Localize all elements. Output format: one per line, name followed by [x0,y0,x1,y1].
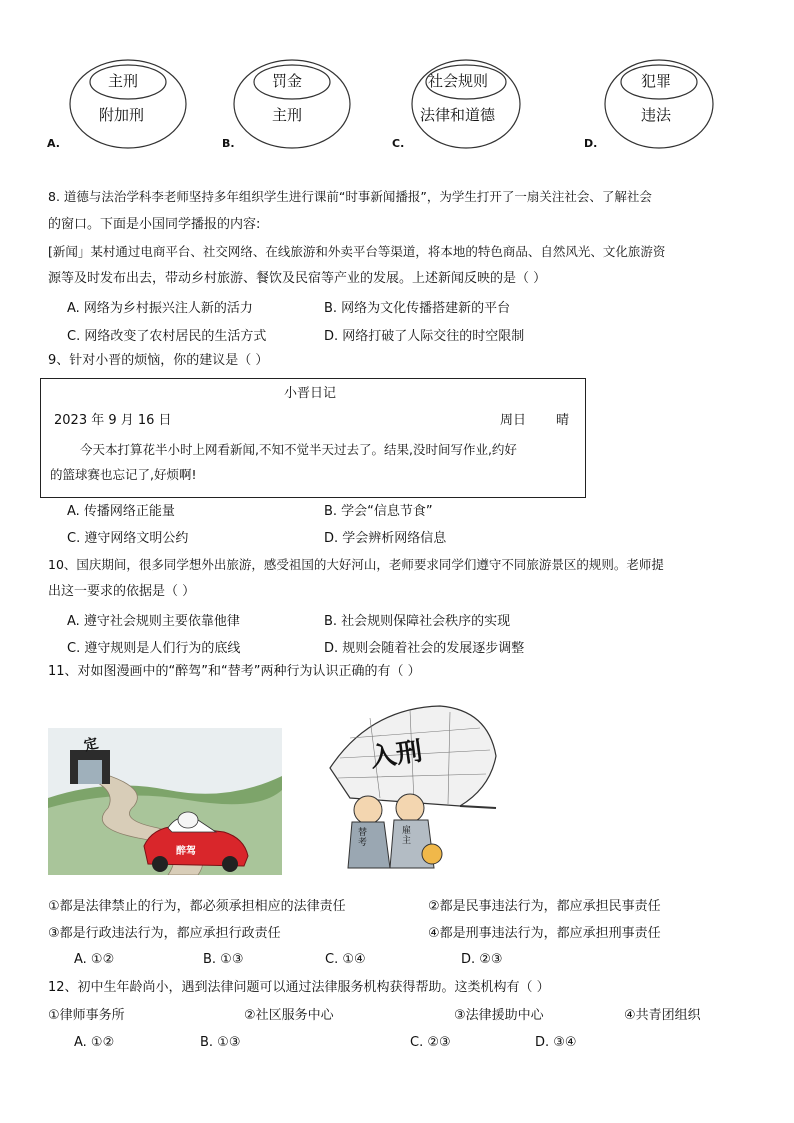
cartoon1-sign-text: 定 [82,735,100,755]
q8-option-a[interactable]: A. 网络为乡村振兴注人新的活力 [67,301,253,316]
q8-line1: 8. 道德与法治学科李老师坚持多年组织学生进行课前“时事新闻播报”，为学生打开了一扇关注社会、了解社会 [48,189,652,204]
q11-option-c[interactable]: C. ①④ [325,952,366,967]
q12-option-a[interactable]: A. ①② [74,1035,115,1050]
q8-option-b[interactable]: B. 网络为文化传播搭建新的平台 [324,301,511,316]
cartoon-drunk-driving-drawing [48,728,282,875]
q8-option-c[interactable]: C. 网络改变了农村居民的生活方式 [67,329,267,344]
q11-option-d[interactable]: D. ②③ [461,952,503,967]
q12-option-d[interactable]: D. ③④ [535,1035,577,1050]
diary-title: 小晋日记 [284,386,337,401]
cartoon1-car-text: 醉驾 [176,846,196,857]
q12-item-1: ①律师事务所 [48,1008,125,1023]
q9-option-d[interactable]: D. 学会辨析网络信息 [324,531,447,546]
q12-item-3: ③法律援助中心 [454,1008,544,1023]
venn-b-label: B. [222,137,235,150]
venn-c-inner: 社会规则 [428,72,489,90]
q12-option-c[interactable]: C. ②③ [410,1035,451,1050]
q10-option-d[interactable]: D. 规则会随着社会的发展逐步调整 [324,641,525,656]
q11-statement-3: ③都是行政违法行为，都应承担行政责任 [48,926,281,941]
q11-option-a[interactable]: A. ①② [74,952,115,967]
venn-d-label: D. [584,137,598,150]
q12-question: 12、初中生年龄尚小，遇到法律问题可以通过法律服务机构获得帮助。这类机构有（ ） [48,980,550,995]
q12-item-2: ②社区服务中心 [244,1008,334,1023]
q11-question: 11、对如图漫画中的“醉驾”和“替考”两种行为认识正确的有（ ） [48,664,421,679]
q8-line4: 源等及时发布出去，带动乡村旅游、餐饮及民宿等产业的发展。上述新闻反映的是（ ） [48,271,547,286]
diary-weekday: 周日 [500,413,527,428]
venn-a-outer: 附加刑 [99,106,145,124]
venn-a-label: A. [47,137,60,150]
q8-option-d[interactable]: D. 网络打破了人际交往的时空限制 [324,329,525,344]
cartoon2-person1-text: 替考 [358,828,368,848]
venn-c-outer: 法律和道德 [420,106,496,124]
venn-c-label: C. [392,137,405,150]
q9-option-b[interactable]: B. 学会“信息节食” [324,504,433,519]
q11-option-b[interactable]: B. ①③ [203,952,244,967]
cartoon-drunk-driving [48,728,282,875]
cartoon2-net-text: 入刑 [368,736,425,774]
q8-line2: 的窗口。下面是小国同学播报的内容: [48,217,261,232]
diary-line1: 今天本打算花半小时上网看新闻,不知不觉半天过去了。结果,没时间写作业,约好 [80,442,517,457]
diary-weather: 晴 [556,413,570,428]
cartoon-exam-cheating [310,698,500,880]
q11-statement-1: ①都是法律禁止的行为，都必须承担相应的法律责任 [48,899,346,914]
diary-date: 2023 年 9 月 16 日 [54,413,172,428]
venn-d-inner: 犯罪 [641,72,672,90]
venn-a-inner: 主刑 [108,72,139,90]
venn-b-outer: 主刑 [272,106,303,124]
q10-line2: 出这一要求的依据是（ ） [48,584,196,599]
q11-statement-2: ②都是民事违法行为，都应承担民事责任 [428,899,661,914]
q9-question: 9、针对小晋的烦恼，你的建议是（ ） [48,353,269,368]
diary-line2: 的篮球赛也忘记了,好烦啊! [50,467,197,482]
q10-option-c[interactable]: C. 遵守规则是人们行为的底线 [67,641,241,656]
venn-b-inner: 罚金 [272,72,303,90]
q8-line3: [新闻」某村通过电商平台、社交网络、在线旅游和外卖平台等渠道，将本地的特色商品、自然风光、文化旅游资 [48,244,666,259]
q10-option-a[interactable]: A. 遵守社会规则主要依靠他律 [67,614,240,629]
cartoon2-person2-text: 雇主 [402,826,412,846]
q9-option-a[interactable]: A. 传播网络正能量 [67,504,175,519]
q10-line1: 10、国庆期间，很多同学想外出旅游，感受祖国的大好河山，老师要求同学们遵守不同旅游景区的规则。老师提 [48,557,664,572]
q9-option-c[interactable]: C. 遵守网络文明公约 [67,531,189,546]
venn-d-outer: 违法 [641,106,672,124]
q12-item-4: ④共青团组织 [624,1008,701,1023]
cartoon-exam-cheating-drawing [310,698,500,880]
q11-statement-4: ④都是刑事违法行为，都应承担刑事责任 [428,926,661,941]
q12-option-b[interactable]: B. ①③ [200,1035,241,1050]
q10-option-b[interactable]: B. 社会规则保障社会秩序的实现 [324,614,511,629]
